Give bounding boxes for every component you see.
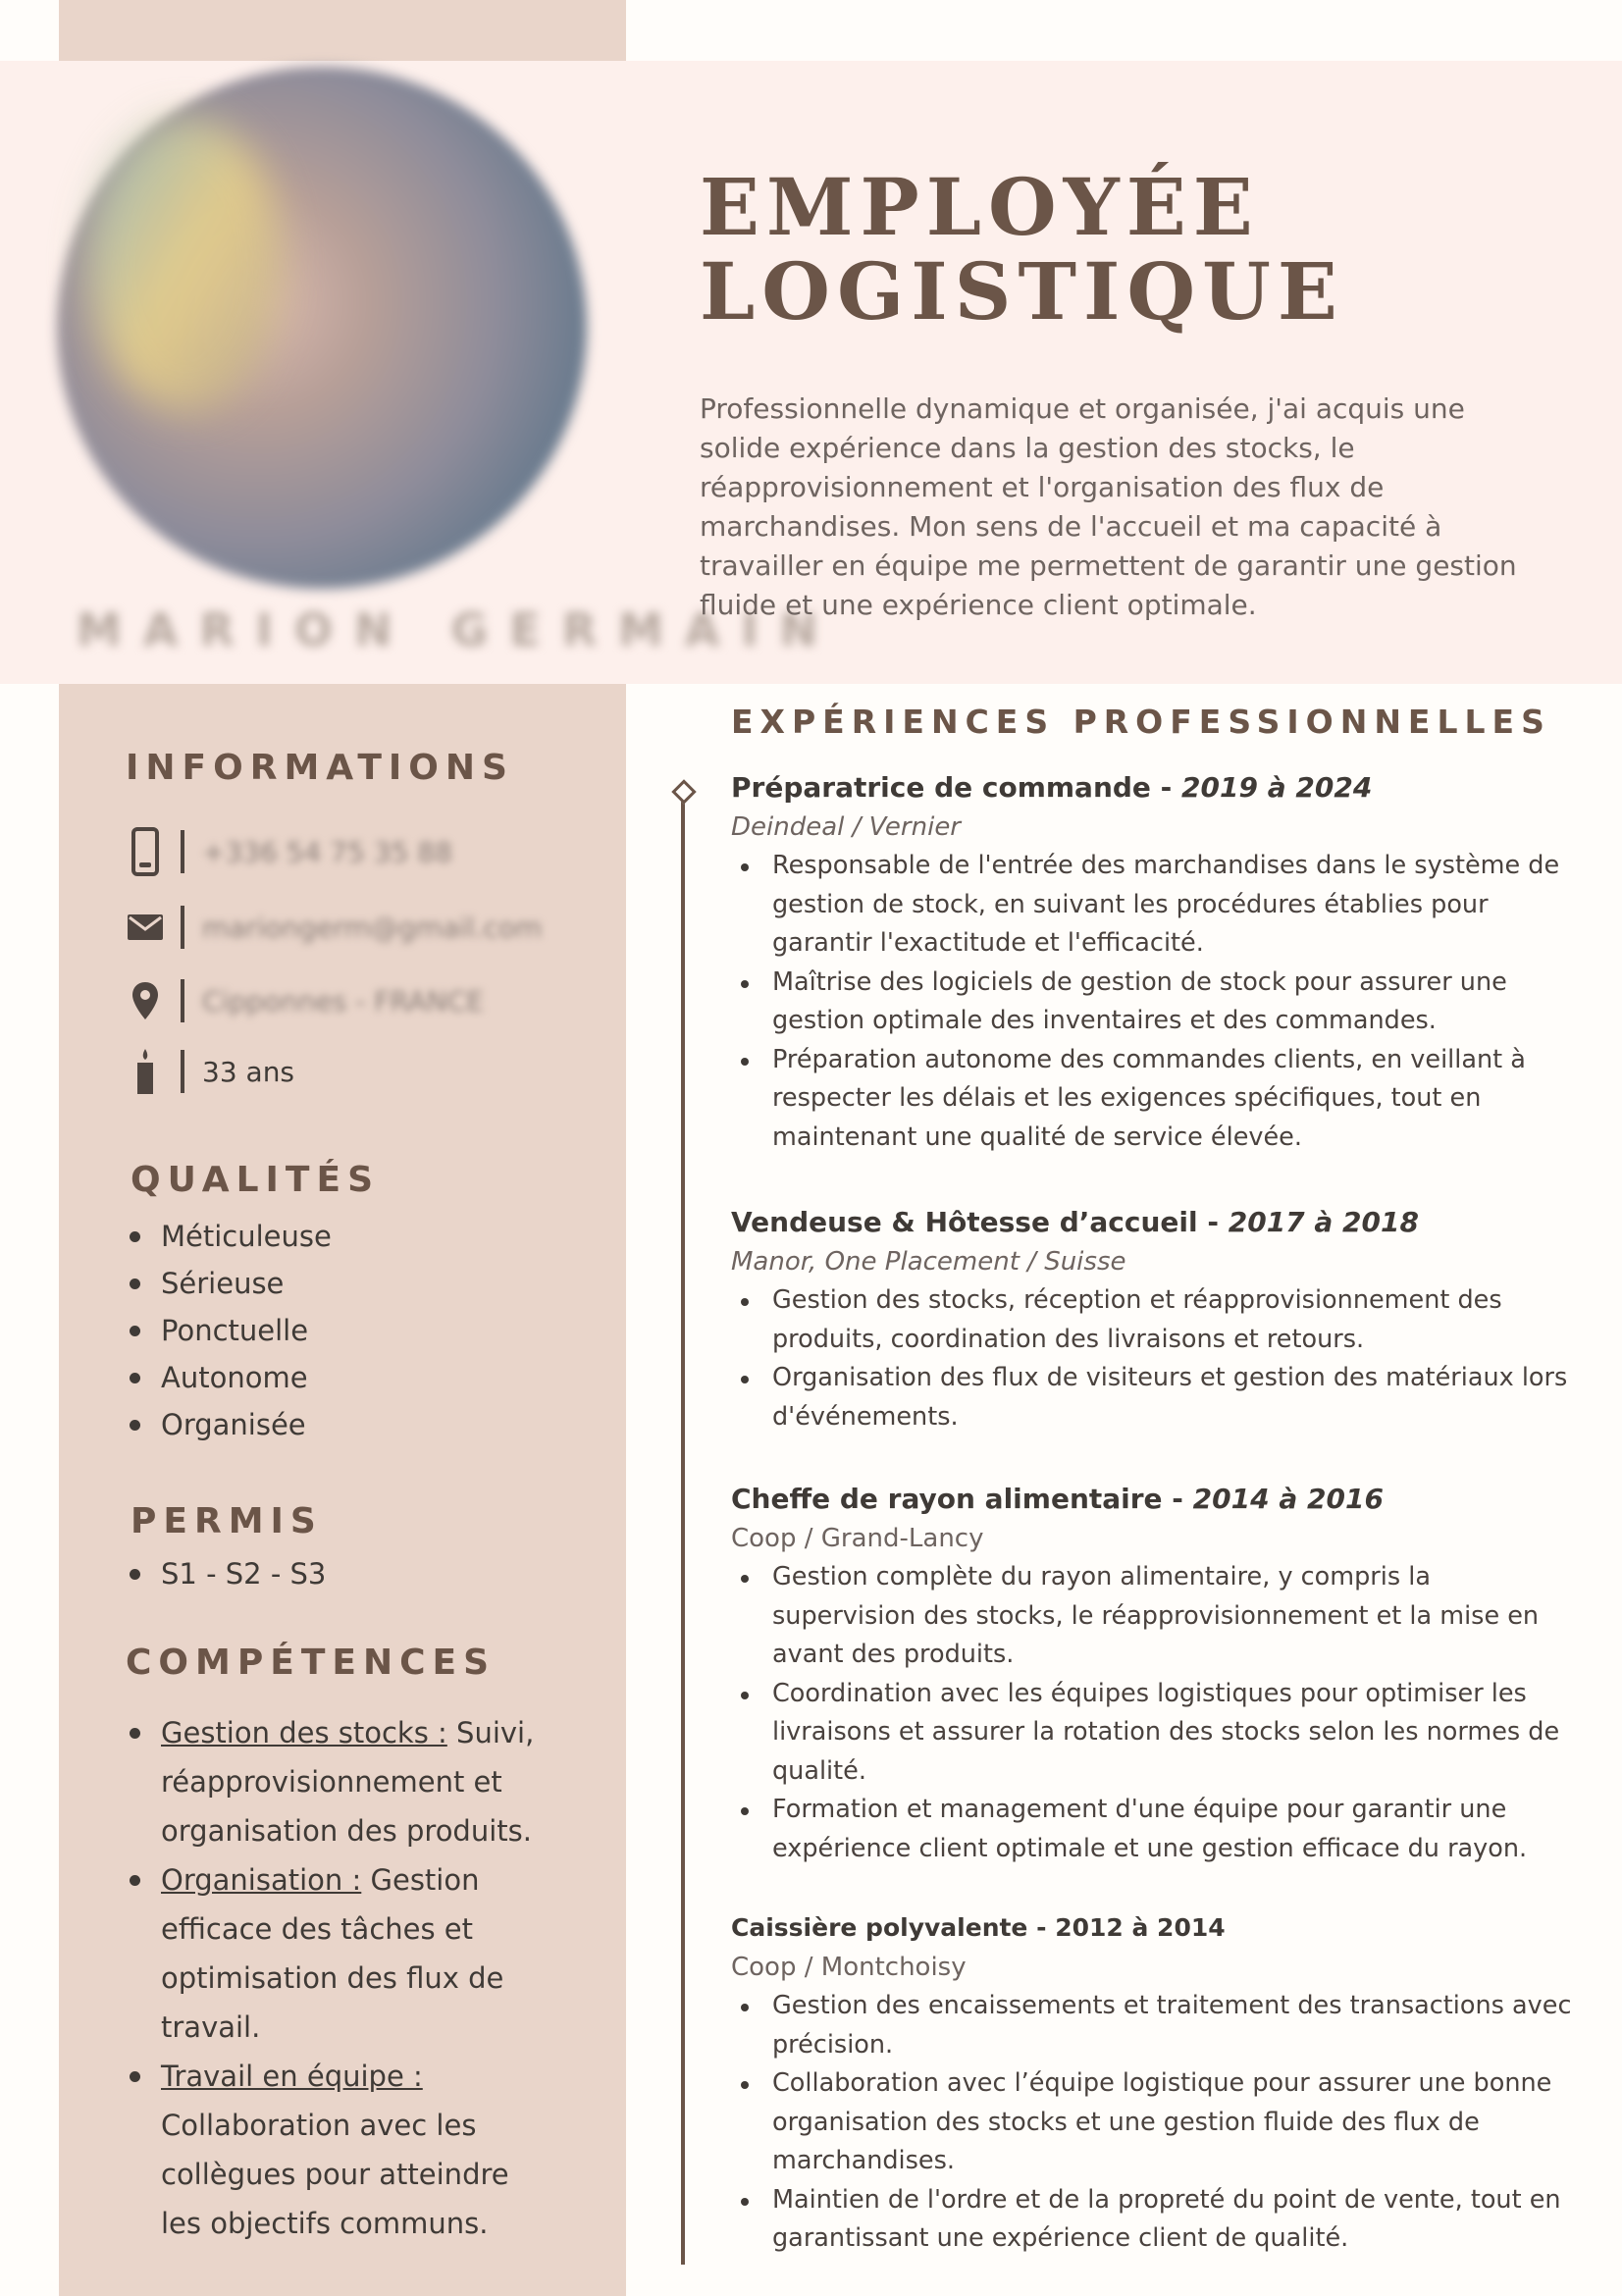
experience-title bbox=[731, 768, 1575, 808]
list-item: Méticuleuse bbox=[126, 1213, 557, 1260]
competence-text: Suivi, réapprovisionnement et organisation des produits. bbox=[161, 1716, 535, 1848]
age: 33 ans bbox=[202, 1055, 295, 1088]
info-divider bbox=[181, 906, 184, 949]
list-item bbox=[126, 1708, 557, 1855]
competence-label: Organisation : bbox=[161, 1863, 362, 1897]
experience-role: Caissière polyvalente - bbox=[731, 1913, 1056, 1942]
job-title-line-2: LOGISTIQUE bbox=[700, 245, 1344, 338]
competences-heading: COMPÉTENCES bbox=[126, 1643, 497, 1683]
email-address: mariongerm@gmail.com bbox=[202, 911, 543, 944]
competence-text: Collaboration avec les collègues pour atteindre les objectifs communs. bbox=[161, 2109, 509, 2240]
list-item: Autonome bbox=[126, 1354, 557, 1401]
experience-item bbox=[731, 1203, 1575, 1436]
experience-role: Préparatrice de commande - bbox=[731, 771, 1182, 804]
list-item bbox=[126, 1855, 557, 2052]
experience-title bbox=[731, 1480, 1575, 1519]
timeline-diamond-icon bbox=[671, 779, 696, 804]
experience-company: Deindeal / Vernier bbox=[731, 812, 961, 842]
permis-heading: PERMIS bbox=[131, 1501, 323, 1541]
list-item: Préparation autonome des commandes clients, en veillant à respecter les délais et les exigences spécifiques, tout en maintenant une qualité de service élevée. bbox=[731, 1041, 1575, 1158]
qualites-heading: QUALITÉS bbox=[131, 1160, 380, 1200]
list-item: Gestion complète du rayon alimentaire, y compris la supervision des stocks, le réapprovisionnement et la mise en avant des produits. bbox=[731, 1558, 1575, 1675]
info-divider bbox=[181, 979, 184, 1022]
list-item: Sérieuse bbox=[126, 1260, 557, 1307]
experience-role: Cheffe de rayon alimentaire - bbox=[731, 1483, 1193, 1515]
list-item: Formation et management d'une équipe pour garantir une expérience client optimale et une gestion efficace du rayon. bbox=[731, 1791, 1575, 1868]
experience-dates: 2012 à 2014 bbox=[1055, 1913, 1226, 1942]
info-divider bbox=[181, 830, 184, 873]
location: Cipponnes - FRANCE bbox=[202, 984, 484, 1018]
competence-label: Gestion des stocks : bbox=[161, 1716, 447, 1749]
envelope-icon bbox=[128, 904, 163, 951]
experience-bullets bbox=[731, 1558, 1575, 1868]
permis-list bbox=[126, 1550, 557, 1597]
experience-title bbox=[731, 1203, 1575, 1242]
profile-summary: Professionnelle dynamique et organisée, j'ai acquis une solide expérience dans la gestion des stocks, le réapprovisionnement et l'organisation des flux de marchandises. Mon sens de l'accueil et ma capacité à travailler en équipe me permettent de garantir une gestion fluide et une expérience client optimale. bbox=[700, 392, 1517, 621]
timeline-line bbox=[681, 791, 685, 2265]
competences-list bbox=[126, 1708, 557, 2248]
phone-number: +336 54 75 35 88 bbox=[202, 835, 453, 868]
list-item: Coordination avec les équipes logistiques pour optimiser les livraisons et assurer la rotation des stocks selon les normes de qualité. bbox=[731, 1675, 1575, 1792]
list-item: Collaboration avec l’équipe logistique pour assurer une bonne organisation des stocks et une gestion fluide des flux de marchandises. bbox=[731, 2064, 1575, 2181]
info-age bbox=[128, 1044, 294, 1099]
list-item: Maîtrise des logiciels de gestion de stock pour assurer une gestion optimale des inventaires et des commandes. bbox=[731, 964, 1575, 1041]
experience-item bbox=[731, 1908, 1575, 2259]
list-item: Maintien de l'ordre et de la propreté du point de vente, tout en garantissant une expérience client de qualité. bbox=[731, 2181, 1575, 2259]
experience-dates: 2019 à 2024 bbox=[1181, 771, 1373, 804]
info-divider bbox=[181, 1050, 184, 1093]
list-item: Gestion des stocks, réception et réapprovisionnement des produits, coordination des livraisons et retours. bbox=[731, 1281, 1575, 1359]
experience-company: Coop / Grand-Lancy bbox=[731, 1524, 984, 1553]
experience-dates: 2017 à 2018 bbox=[1228, 1206, 1419, 1238]
list-item: S1 - S2 - S3 bbox=[126, 1550, 557, 1597]
experience-item bbox=[731, 768, 1575, 1157]
job-title bbox=[700, 161, 1583, 338]
candle-icon bbox=[128, 1048, 163, 1095]
list-item: Organisation des flux de visiteurs et gestion des matériaux lors d'événements. bbox=[731, 1359, 1575, 1436]
experiences-heading: EXPÉRIENCES PROFESSIONNELLES bbox=[731, 703, 1551, 741]
experience-company: Manor, One Placement / Suisse bbox=[731, 1247, 1126, 1277]
person-name: MARION GERMAIN bbox=[77, 603, 840, 656]
experience-bullets bbox=[731, 1281, 1575, 1436]
informations-heading: INFORMATIONS bbox=[126, 748, 514, 788]
mobile-phone-icon bbox=[128, 828, 163, 875]
list-item: Organisée bbox=[126, 1401, 557, 1448]
info-location bbox=[128, 973, 484, 1028]
experience-bullets bbox=[731, 1987, 1575, 2259]
experience-title bbox=[731, 1908, 1575, 1948]
map-pin-icon bbox=[128, 977, 163, 1024]
experience-item bbox=[731, 1480, 1575, 1868]
qualites-list bbox=[126, 1213, 557, 1448]
info-email bbox=[128, 900, 542, 955]
competence-text: Gestion efficace des tâches et optimisation des flux de travail. bbox=[161, 1863, 504, 2044]
profile-photo-detail bbox=[88, 118, 285, 412]
info-phone bbox=[128, 824, 452, 879]
list-item: Ponctuelle bbox=[126, 1307, 557, 1354]
experience-bullets bbox=[731, 847, 1575, 1157]
experience-company: Coop / Montchoisy bbox=[731, 1953, 967, 1982]
list-item: Gestion des encaissements et traitement des transactions avec précision. bbox=[731, 1987, 1575, 2064]
list-item: Responsable de l'entrée des marchandises dans le système de gestion de stock, en suivant les procédures établies pour garantir l'exactitude et l'efficacité. bbox=[731, 847, 1575, 964]
list-item bbox=[126, 2052, 557, 2248]
experience-role: Vendeuse & Hôtesse d’accueil - bbox=[731, 1206, 1229, 1238]
job-title-line-1: EMPLOYÉE bbox=[700, 161, 1260, 253]
competence-label: Travail en équipe : bbox=[161, 2060, 423, 2093]
experience-dates: 2014 à 2016 bbox=[1192, 1483, 1384, 1515]
